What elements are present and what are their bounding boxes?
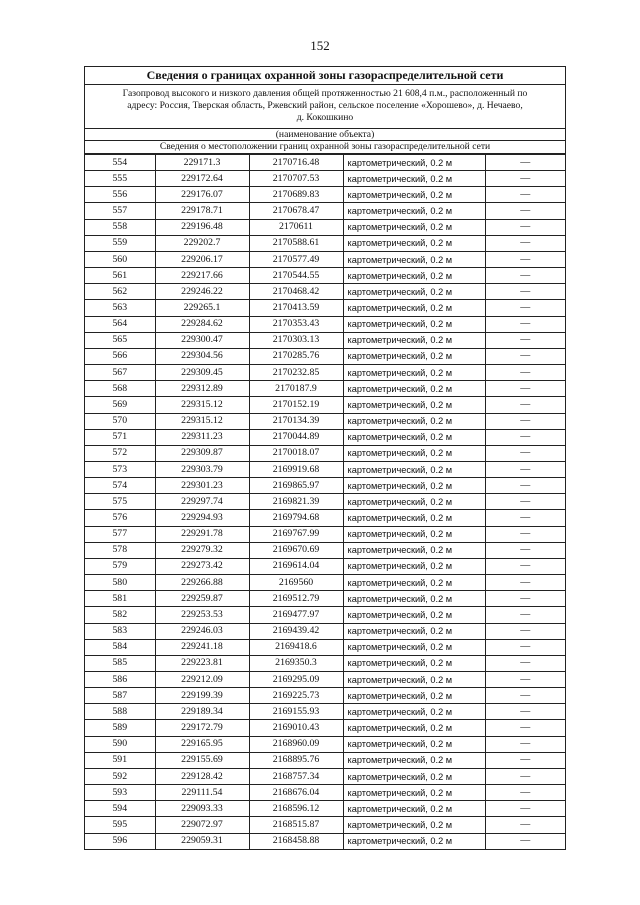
table-row (85, 429, 565, 445)
table-row (85, 720, 565, 736)
x-coordinate-cell: 229165.95 (155, 736, 249, 752)
x-coordinate-cell: 229128.42 (155, 768, 249, 784)
point-number-cell: 589 (85, 720, 155, 736)
point-number-cell: 568 (85, 381, 155, 397)
point-number-cell: 573 (85, 461, 155, 477)
y-coordinate-cell: 2169919.68 (249, 461, 343, 477)
x-coordinate-cell: 229300.47 (155, 332, 249, 348)
table-row (85, 688, 565, 704)
y-coordinate-cell: 2170678.47 (249, 203, 343, 219)
y-coordinate-cell: 2170468.42 (249, 284, 343, 300)
determination-method-cell: картометрический, 0.2 м (343, 316, 485, 332)
determination-method-cell: картометрический, 0.2 м (343, 639, 485, 655)
y-coordinate-cell: 2170577.49 (249, 251, 343, 267)
determination-method-cell: картометрический, 0.2 м (343, 284, 485, 300)
point-number-cell: 565 (85, 332, 155, 348)
point-number-cell: 557 (85, 203, 155, 219)
x-coordinate-cell: 229172.64 (155, 171, 249, 187)
point-description-cell: — (485, 348, 565, 364)
point-number-cell: 559 (85, 235, 155, 251)
y-coordinate-cell: 2170303.13 (249, 332, 343, 348)
y-coordinate-cell: 2169155.93 (249, 704, 343, 720)
point-description-cell: — (485, 575, 565, 591)
object-description (85, 85, 565, 128)
point-number-cell: 596 (85, 833, 155, 849)
point-description-cell: — (485, 235, 565, 251)
x-coordinate-cell: 229199.39 (155, 688, 249, 704)
table-row (85, 445, 565, 461)
point-description-cell: — (485, 542, 565, 558)
determination-method-cell: картометрический, 0.2 м (343, 187, 485, 203)
y-coordinate-cell: 2169614.04 (249, 558, 343, 574)
determination-method-cell: картометрический, 0.2 м (343, 833, 485, 849)
point-description-cell: — (485, 365, 565, 381)
point-description-cell: — (485, 623, 565, 639)
table-row (85, 348, 565, 364)
table-row (85, 235, 565, 251)
x-coordinate-cell: 229111.54 (155, 785, 249, 801)
description-line: Газопровод высокого и низкого давления общей протяженностью 21 608,4 п.м., расположенный по (122, 88, 528, 99)
determination-method-cell: картометрический, 0.2 м (343, 413, 485, 429)
y-coordinate-cell: 2169439.42 (249, 623, 343, 639)
point-number-cell: 579 (85, 558, 155, 574)
point-description-cell: — (485, 203, 565, 219)
determination-method-cell: картометрический, 0.2 м (343, 752, 485, 768)
table-row (85, 672, 565, 688)
point-number-cell: 571 (85, 429, 155, 445)
point-number-cell: 556 (85, 187, 155, 203)
point-description-cell: — (485, 801, 565, 817)
table-row (85, 155, 565, 171)
y-coordinate-cell: 2169821.39 (249, 494, 343, 510)
table-row (85, 203, 565, 219)
table-row (85, 639, 565, 655)
table-row (85, 365, 565, 381)
point-description-cell: — (485, 785, 565, 801)
point-number-cell: 564 (85, 316, 155, 332)
point-description-cell: — (485, 494, 565, 510)
point-description-cell: — (485, 316, 565, 332)
x-coordinate-cell: 229241.18 (155, 639, 249, 655)
y-coordinate-cell: 2169560 (249, 575, 343, 591)
determination-method-cell: картометрический, 0.2 м (343, 526, 485, 542)
point-description-cell: — (485, 268, 565, 284)
object-name-label: (наименование объекта) (85, 128, 565, 141)
y-coordinate-cell: 2168960.09 (249, 736, 343, 752)
point-description-cell: — (485, 704, 565, 720)
boundary-document (84, 66, 566, 850)
table-row (85, 381, 565, 397)
table-row (85, 752, 565, 768)
point-description-cell: — (485, 639, 565, 655)
y-coordinate-cell: 2170353.43 (249, 316, 343, 332)
point-description-cell: — (485, 445, 565, 461)
description-line: д. Кокошкино (296, 112, 354, 123)
point-description-cell: — (485, 171, 565, 187)
table-row (85, 833, 565, 849)
x-coordinate-cell: 229303.79 (155, 461, 249, 477)
determination-method-cell: картометрический, 0.2 м (343, 300, 485, 316)
determination-method-cell: картометрический, 0.2 м (343, 688, 485, 704)
point-description-cell: — (485, 768, 565, 784)
point-number-cell: 583 (85, 623, 155, 639)
point-description-cell: — (485, 817, 565, 833)
point-description-cell: — (485, 251, 565, 267)
point-number-cell: 560 (85, 251, 155, 267)
determination-method-cell: картометрический, 0.2 м (343, 171, 485, 187)
x-coordinate-cell: 229246.03 (155, 623, 249, 639)
y-coordinate-cell: 2169010.43 (249, 720, 343, 736)
coordinates-table (85, 154, 565, 850)
y-coordinate-cell: 2169865.97 (249, 478, 343, 494)
determination-method-cell: картометрический, 0.2 м (343, 478, 485, 494)
table-row (85, 397, 565, 413)
y-coordinate-cell: 2170044.89 (249, 429, 343, 445)
point-number-cell: 558 (85, 219, 155, 235)
point-description-cell: — (485, 591, 565, 607)
x-coordinate-cell: 229297.74 (155, 494, 249, 510)
point-description-cell: — (485, 332, 565, 348)
point-number-cell: 590 (85, 736, 155, 752)
determination-method-cell: картометрический, 0.2 м (343, 381, 485, 397)
page-number: 152 (310, 38, 330, 53)
point-number-cell: 555 (85, 171, 155, 187)
table-row (85, 704, 565, 720)
determination-method-cell: картометрический, 0.2 м (343, 591, 485, 607)
point-number-cell: 595 (85, 817, 155, 833)
point-description-cell: — (485, 720, 565, 736)
y-coordinate-cell: 2170611 (249, 219, 343, 235)
point-number-cell: 567 (85, 365, 155, 381)
point-number-cell: 594 (85, 801, 155, 817)
y-coordinate-cell: 2168676.04 (249, 785, 343, 801)
point-description-cell: — (485, 155, 565, 171)
point-description-cell: — (485, 833, 565, 849)
y-coordinate-cell: 2170413.59 (249, 300, 343, 316)
y-coordinate-cell: 2169477.97 (249, 607, 343, 623)
point-description-cell: — (485, 736, 565, 752)
point-number-cell: 591 (85, 752, 155, 768)
table-row (85, 461, 565, 477)
x-coordinate-cell: 229265.1 (155, 300, 249, 316)
document-title: Сведения о границах охранной зоны газораспределительной сети (85, 67, 565, 85)
x-coordinate-cell: 229315.12 (155, 397, 249, 413)
point-number-cell: 582 (85, 607, 155, 623)
y-coordinate-cell: 2169418.6 (249, 639, 343, 655)
point-description-cell: — (485, 510, 565, 526)
determination-method-cell: картометрический, 0.2 м (343, 203, 485, 219)
table-row (85, 478, 565, 494)
y-coordinate-cell: 2168895.76 (249, 752, 343, 768)
table-row (85, 768, 565, 784)
x-coordinate-cell: 229093.33 (155, 801, 249, 817)
table-row (85, 801, 565, 817)
x-coordinate-cell: 229253.53 (155, 607, 249, 623)
y-coordinate-cell: 2170716.48 (249, 155, 343, 171)
x-coordinate-cell: 229176.07 (155, 187, 249, 203)
table-row (85, 575, 565, 591)
determination-method-cell: картометрический, 0.2 м (343, 623, 485, 639)
determination-method-cell: картометрический, 0.2 м (343, 720, 485, 736)
x-coordinate-cell: 229304.56 (155, 348, 249, 364)
point-description-cell: — (485, 381, 565, 397)
table-row (85, 251, 565, 267)
point-number-cell: 586 (85, 672, 155, 688)
point-number-cell: 562 (85, 284, 155, 300)
table-row (85, 494, 565, 510)
table-row (85, 542, 565, 558)
point-number-cell: 570 (85, 413, 155, 429)
determination-method-cell: картометрический, 0.2 м (343, 768, 485, 784)
determination-method-cell: картометрический, 0.2 м (343, 268, 485, 284)
y-coordinate-cell: 2170689.83 (249, 187, 343, 203)
point-description-cell: — (485, 429, 565, 445)
table-row (85, 219, 565, 235)
determination-method-cell: картометрический, 0.2 м (343, 704, 485, 720)
determination-method-cell: картометрический, 0.2 м (343, 607, 485, 623)
determination-method-cell: картометрический, 0.2 м (343, 510, 485, 526)
x-coordinate-cell: 229212.09 (155, 672, 249, 688)
determination-method-cell: картометрический, 0.2 м (343, 251, 485, 267)
point-description-cell: — (485, 607, 565, 623)
table-row (85, 817, 565, 833)
y-coordinate-cell: 2170544.55 (249, 268, 343, 284)
x-coordinate-cell: 229178.71 (155, 203, 249, 219)
x-coordinate-cell: 229059.31 (155, 833, 249, 849)
y-coordinate-cell: 2168757.34 (249, 768, 343, 784)
point-description-cell: — (485, 672, 565, 688)
point-number-cell: 575 (85, 494, 155, 510)
determination-method-cell: картометрический, 0.2 м (343, 494, 485, 510)
table-row (85, 300, 565, 316)
point-number-cell: 572 (85, 445, 155, 461)
table-row (85, 268, 565, 284)
y-coordinate-cell: 2169670.69 (249, 542, 343, 558)
coordinates-table-body (85, 155, 565, 850)
y-coordinate-cell: 2169767.99 (249, 526, 343, 542)
y-coordinate-cell: 2170152.19 (249, 397, 343, 413)
table-row (85, 316, 565, 332)
determination-method-cell: картометрический, 0.2 м (343, 235, 485, 251)
point-number-cell: 588 (85, 704, 155, 720)
x-coordinate-cell: 229301.23 (155, 478, 249, 494)
y-coordinate-cell: 2169225.73 (249, 688, 343, 704)
table-row (85, 736, 565, 752)
point-number-cell: 563 (85, 300, 155, 316)
x-coordinate-cell: 229312.89 (155, 381, 249, 397)
x-coordinate-cell: 229246.22 (155, 284, 249, 300)
y-coordinate-cell: 2170232.85 (249, 365, 343, 381)
point-description-cell: — (485, 187, 565, 203)
point-number-cell: 581 (85, 591, 155, 607)
x-coordinate-cell: 229196.48 (155, 219, 249, 235)
x-coordinate-cell: 229315.12 (155, 413, 249, 429)
determination-method-cell: картометрический, 0.2 м (343, 332, 485, 348)
point-number-cell: 578 (85, 542, 155, 558)
x-coordinate-cell: 229259.87 (155, 591, 249, 607)
point-description-cell: — (485, 526, 565, 542)
determination-method-cell: картометрический, 0.2 м (343, 558, 485, 574)
y-coordinate-cell: 2168515.87 (249, 817, 343, 833)
x-coordinate-cell: 229206.17 (155, 251, 249, 267)
table-row (85, 171, 565, 187)
table-row (85, 591, 565, 607)
point-description-cell: — (485, 219, 565, 235)
determination-method-cell: картометрический, 0.2 м (343, 672, 485, 688)
x-coordinate-cell: 229311.23 (155, 429, 249, 445)
determination-method-cell: картометрический, 0.2 м (343, 575, 485, 591)
y-coordinate-cell: 2170187.9 (249, 381, 343, 397)
y-coordinate-cell: 2170018.07 (249, 445, 343, 461)
determination-method-cell: картометрический, 0.2 м (343, 365, 485, 381)
determination-method-cell: картометрический, 0.2 м (343, 542, 485, 558)
table-row (85, 510, 565, 526)
point-description-cell: — (485, 655, 565, 671)
determination-method-cell: картометрический, 0.2 м (343, 348, 485, 364)
point-number-cell: 587 (85, 688, 155, 704)
table-row (85, 607, 565, 623)
x-coordinate-cell: 229223.81 (155, 655, 249, 671)
y-coordinate-cell: 2168596.12 (249, 801, 343, 817)
table-row (85, 655, 565, 671)
x-coordinate-cell: 229155.69 (155, 752, 249, 768)
x-coordinate-cell: 229189.34 (155, 704, 249, 720)
point-description-cell: — (485, 478, 565, 494)
determination-method-cell: картометрический, 0.2 м (343, 801, 485, 817)
y-coordinate-cell: 2169512.79 (249, 591, 343, 607)
x-coordinate-cell: 229202.7 (155, 235, 249, 251)
table-row (85, 332, 565, 348)
x-coordinate-cell: 229171.3 (155, 155, 249, 171)
point-number-cell: 592 (85, 768, 155, 784)
determination-method-cell: картометрический, 0.2 м (343, 461, 485, 477)
x-coordinate-cell: 229217.66 (155, 268, 249, 284)
x-coordinate-cell: 229284.62 (155, 316, 249, 332)
y-coordinate-cell: 2170134.39 (249, 413, 343, 429)
table-row (85, 413, 565, 429)
table-row (85, 187, 565, 203)
determination-method-cell: картометрический, 0.2 м (343, 445, 485, 461)
point-description-cell: — (485, 688, 565, 704)
point-number-cell: 577 (85, 526, 155, 542)
table-row (85, 623, 565, 639)
y-coordinate-cell: 2170588.61 (249, 235, 343, 251)
x-coordinate-cell: 229172.79 (155, 720, 249, 736)
table-row (85, 526, 565, 542)
determination-method-cell: картометрический, 0.2 м (343, 736, 485, 752)
table-row (85, 558, 565, 574)
y-coordinate-cell: 2169794.68 (249, 510, 343, 526)
determination-method-cell: картометрический, 0.2 м (343, 155, 485, 171)
y-coordinate-cell: 2168458.88 (249, 833, 343, 849)
x-coordinate-cell: 229266.88 (155, 575, 249, 591)
point-description-cell: — (485, 752, 565, 768)
x-coordinate-cell: 229294.93 (155, 510, 249, 526)
x-coordinate-cell: 229279.32 (155, 542, 249, 558)
point-description-cell: — (485, 397, 565, 413)
determination-method-cell: картометрический, 0.2 м (343, 429, 485, 445)
point-number-cell: 593 (85, 785, 155, 801)
point-description-cell: — (485, 300, 565, 316)
y-coordinate-cell: 2170285.76 (249, 348, 343, 364)
point-description-cell: — (485, 284, 565, 300)
determination-method-cell: картометрический, 0.2 м (343, 397, 485, 413)
section-heading: Сведения о местоположении границ охранной зоны газораспределительной сети (85, 141, 565, 154)
description-line: адресу: Россия, Тверская область, Ржевский район, сельское поселение «Хорошево», д. Нечаево, (127, 100, 523, 111)
determination-method-cell: картометрический, 0.2 м (343, 785, 485, 801)
table-row (85, 785, 565, 801)
point-number-cell: 584 (85, 639, 155, 655)
y-coordinate-cell: 2170707.53 (249, 171, 343, 187)
point-number-cell: 576 (85, 510, 155, 526)
x-coordinate-cell: 229273.42 (155, 558, 249, 574)
y-coordinate-cell: 2169295.09 (249, 672, 343, 688)
point-description-cell: — (485, 413, 565, 429)
determination-method-cell: картометрический, 0.2 м (343, 655, 485, 671)
point-number-cell: 569 (85, 397, 155, 413)
y-coordinate-cell: 2169350.3 (249, 655, 343, 671)
point-number-cell: 566 (85, 348, 155, 364)
point-number-cell: 561 (85, 268, 155, 284)
x-coordinate-cell: 229309.45 (155, 365, 249, 381)
x-coordinate-cell: 229309.87 (155, 445, 249, 461)
x-coordinate-cell: 229072.97 (155, 817, 249, 833)
point-number-cell: 554 (85, 155, 155, 171)
determination-method-cell: картометрический, 0.2 м (343, 817, 485, 833)
point-description-cell: — (485, 461, 565, 477)
point-description-cell: — (485, 558, 565, 574)
point-number-cell: 580 (85, 575, 155, 591)
x-coordinate-cell: 229291.78 (155, 526, 249, 542)
point-number-cell: 585 (85, 655, 155, 671)
point-number-cell: 574 (85, 478, 155, 494)
determination-method-cell: картометрический, 0.2 м (343, 219, 485, 235)
table-row (85, 284, 565, 300)
